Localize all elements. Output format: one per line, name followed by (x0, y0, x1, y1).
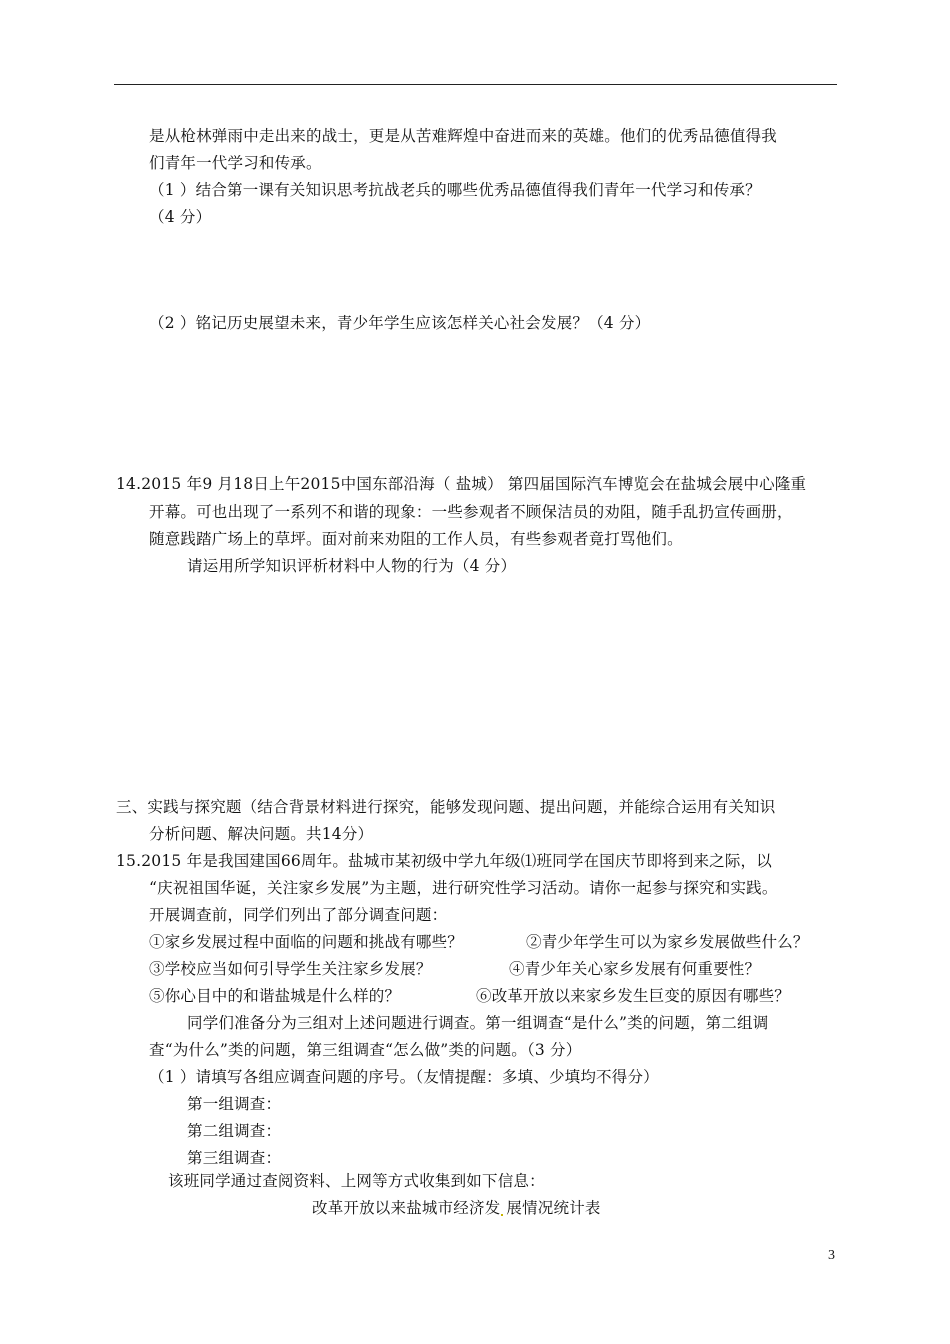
header-rule (114, 84, 837, 85)
q13-sub-question-2: （2 ）铭记历史展望未来，青少年学生应该怎样关心社会发展？（4 分） (149, 314, 651, 332)
q15-info-intro: 该班同学通过查阅资料、上网等方式收集到如下信息： (168, 1172, 545, 1190)
table-title (312, 1198, 601, 1218)
q15-group-1-answer: 第一组调查： (187, 1095, 282, 1113)
q14-line-3: 随意践踏广场上的草坪。面对前来劝阻的工作人员，有些参观者竟打骂他们。 (149, 530, 683, 548)
q15-line-3: 开展调查前，同学们列出了部分调查问题： (149, 906, 448, 924)
q15-sub-question-1: （1 ）请填写各组应调查问题的序号。（友情提醒：多填、少填均不得分） (149, 1068, 659, 1086)
q15-paragraph-line-1: 同学们准备分为三组对上述问题进行调查。第一组调查“是什么”类的问题，第二组调 (187, 1014, 769, 1032)
q15-survey-item-6: ⑥改革开放以来家乡发生巨变的原因有哪些？ (476, 987, 791, 1005)
q15-survey-item-5: ⑤你心目中的和谐盐城是什么样的？ (149, 987, 401, 1005)
q15-line-2: “庆祝祖国华诞，关注家乡发展”为主题，进行研究性学习活动。请你一起参与探究和实践。 (149, 879, 778, 897)
q15-survey-item-3: ③学校应当如何引导学生关注家乡发展？ (149, 960, 432, 978)
q14-line-1: 14.2015 年9 月18日上午2015中国东部沿海（ 盐城） 第四届国际汽车博览会在盐城会展中心隆重 (116, 475, 807, 493)
q14-line-2: 开幕。可也出现了一系列不和谐的现象：一些参观者不顾保洁员的劝阻，随手乱扔宣传画册， (149, 503, 793, 521)
q15-group-3-answer: 第三组调查： (187, 1149, 282, 1167)
q13-sub-question-1: （1 ）结合第一课有关知识思考抗战老兵的哪些优秀品德值得我们青年一代学习和传承？ (149, 181, 761, 199)
q15-survey-item-4: ④青少年关心家乡发展有何重要性？ (509, 960, 761, 978)
q15-paragraph-line-2: 查“为什么”类的问题，第三组调查“怎么做”类的问题。（3 分） (149, 1041, 582, 1059)
q15-group-2-answer: 第二组调查： (187, 1122, 282, 1140)
q13-sub-question-1-score: （4 分） (149, 208, 212, 226)
q13-continuation-line-2: 们青年一代学习和传承。 (149, 154, 322, 172)
q14-prompt: 请运用所学知识评析材料中人物的行为（4 分） (187, 557, 517, 575)
dot-mark (501, 1214, 503, 1216)
q15-survey-item-1: ①家乡发展过程中面临的问题和挑战有哪些？ (149, 933, 464, 951)
section-3-heading: 三、实践与探究题（结合背景材料进行探究，能够发现问题、提出问题，并能综合运用有关知识 (116, 798, 776, 816)
table-title-part-2: 展情况统计表 (506, 1199, 601, 1217)
q15-line-1: 15.2015 年是我国建国66周年。盐城市某初级中学九年级⑴班同学在国庆节即将到来之际，以 (116, 852, 772, 870)
page-number: 3 (828, 1248, 835, 1263)
q15-survey-item-2: ②青少年学生可以为家乡发展做些什么？ (526, 933, 809, 951)
table-title-part-1: 改革开放以来盐城市经济发 (312, 1199, 501, 1217)
section-3-heading-line-2: 分析问题、解决问题。共14分） (149, 825, 374, 843)
q13-continuation-line-1: 是从枪林弹雨中走出来的战士，更是从苦难辉煌中奋进而来的英雄。他们的优秀品德值得我 (149, 127, 778, 145)
